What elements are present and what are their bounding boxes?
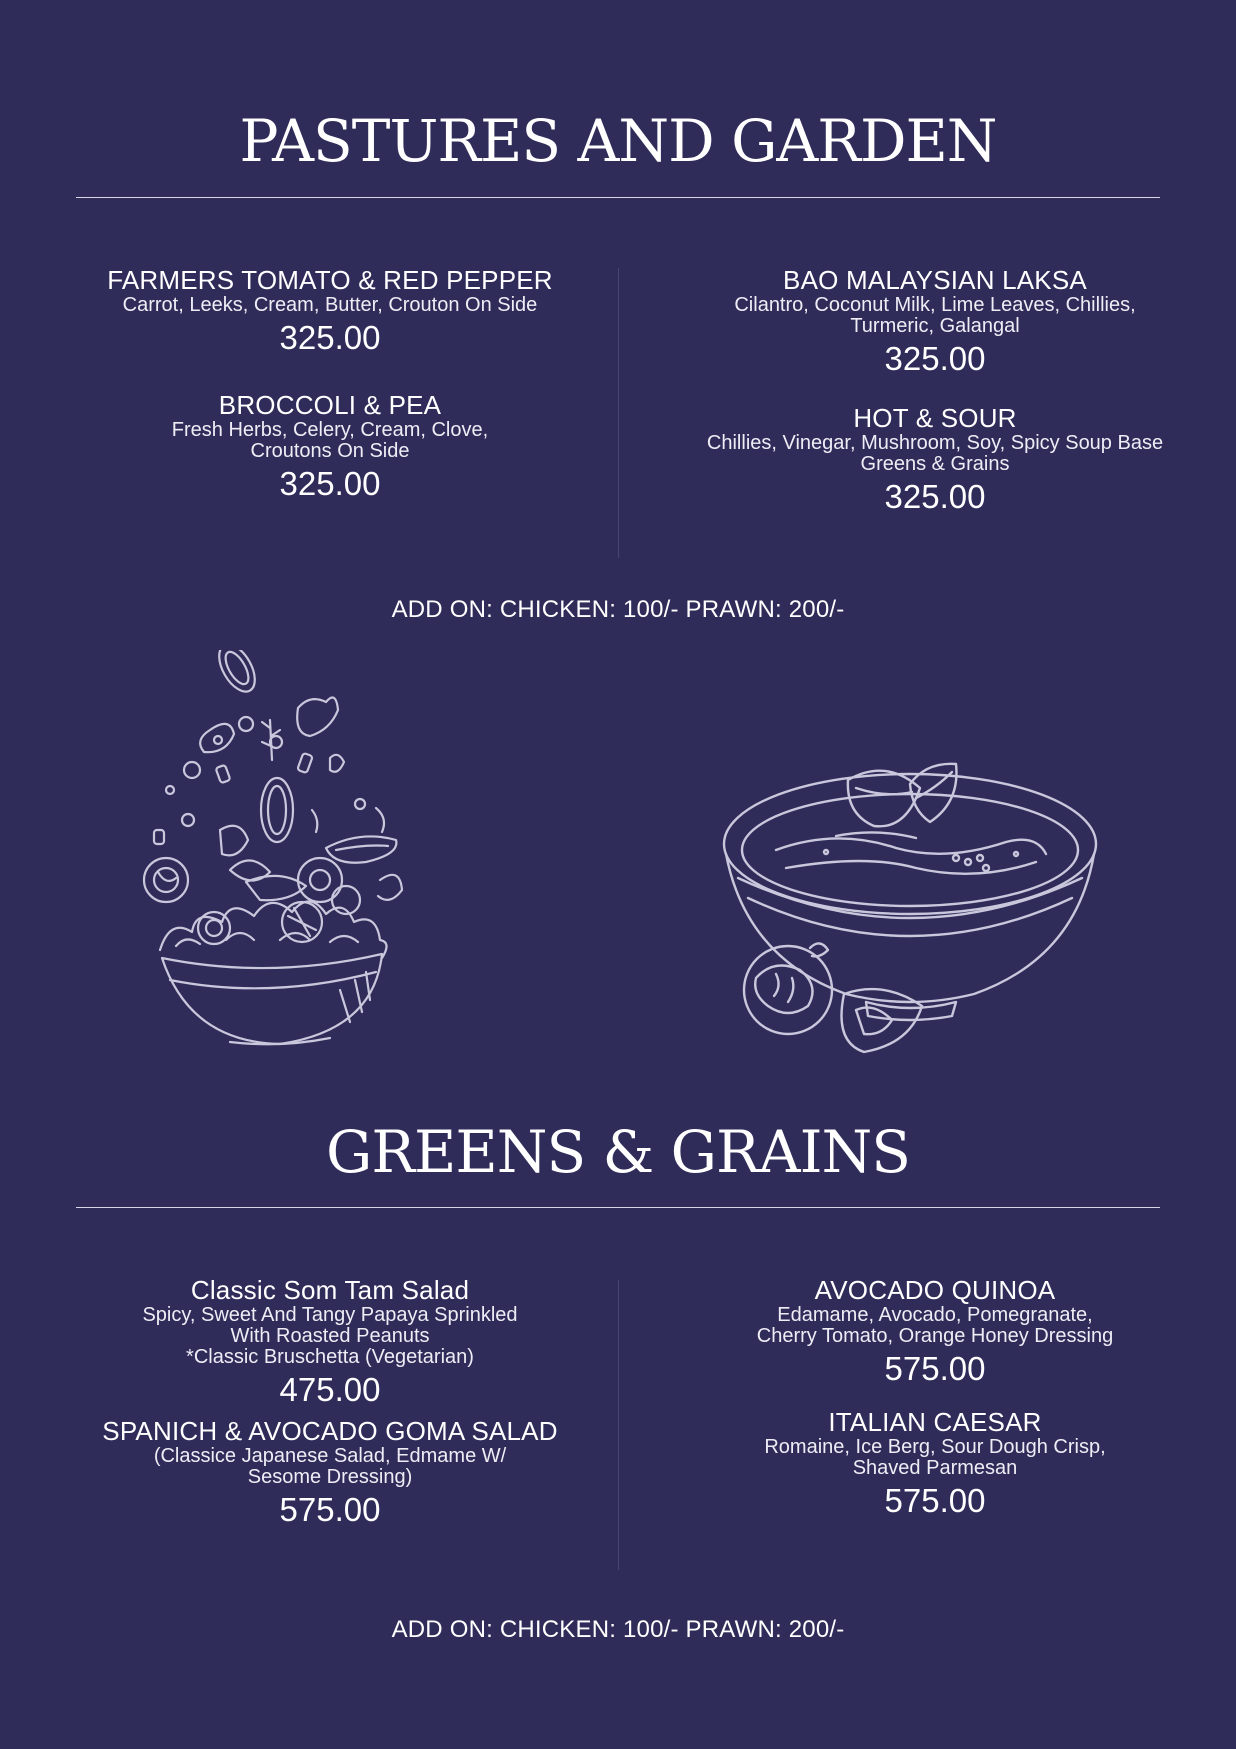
menu-item (60, 1416, 600, 1530)
item-name: Classic Som Tam Salad (190, 1275, 470, 1305)
soup-bowl-icon (716, 758, 1100, 1058)
item-name: AVOCADO QUINOA (814, 1275, 1056, 1305)
menu-item (660, 1407, 1210, 1521)
section-title-greens: GREENS & GRAINS (326, 1118, 910, 1186)
item-description: Carrot, Leeks, Cream, Butter, Crouton On Side (122, 294, 538, 316)
item-name: BROCCOLI & PEA (218, 390, 442, 420)
item-description: Cilantro, Coconut Milk, Lime Leaves, Chillies, Turmeric, Galangal (734, 294, 1136, 337)
item-name: BAO MALAYSIAN LAKSA (783, 265, 1087, 295)
item-price: 325.00 (884, 478, 986, 515)
menu-item (660, 403, 1210, 517)
section-divider (76, 197, 1160, 198)
item-name: SPANICH & AVOCADO GOMA SALAD (102, 1416, 558, 1446)
item-price: 325.00 (279, 319, 381, 356)
menu-column-left (60, 1275, 600, 1530)
menu-item (60, 390, 600, 504)
menu-item (60, 1275, 600, 1410)
item-description: Romaine, Ice Berg, Sour Dough Crisp, Shaved Parmesan (764, 1436, 1106, 1479)
menu-item (660, 265, 1210, 379)
menu-column-right (660, 265, 1210, 517)
item-description: Fresh Herbs, Celery, Cream, Clove, Croutons On Side (171, 419, 489, 462)
menu-item (660, 1275, 1210, 1389)
item-description: Spicy, Sweet And Tangy Papaya Sprinkled With Roasted Peanuts *Classic Bruschetta (Vegetarian) (142, 1304, 518, 1368)
item-name: FARMERS TOMATO & RED PEPPER (107, 265, 553, 295)
item-price: 575.00 (884, 1482, 986, 1519)
item-description: (Classice Japanese Salad, Edmame W/ Sesome Dressing) (153, 1445, 507, 1488)
item-name: HOT & SOUR (853, 403, 1017, 433)
item-description: Chillies, Vinegar, Mushroom, Soy, Spicy Soup Base Greens & Grains (706, 432, 1164, 475)
item-description: Edamame, Avocado, Pomegranate, Cherry Tomato, Orange Honey Dressing (756, 1304, 1114, 1347)
column-divider (618, 268, 619, 558)
item-name: ITALIAN CAESAR (828, 1407, 1042, 1437)
section-divider (76, 1207, 1160, 1208)
add-on-note: ADD ON: CHICKEN: 100/- PRAWN: 200/- (391, 1616, 845, 1643)
item-price: 575.00 (279, 1491, 381, 1528)
menu-item (60, 265, 600, 358)
item-price: 575.00 (884, 1350, 986, 1387)
section-title-pastures: PASTURES AND GARDEN (239, 107, 997, 175)
add-on-note: ADD ON: CHICKEN: 100/- PRAWN: 200/- (391, 596, 845, 623)
column-divider (618, 1280, 619, 1570)
item-price: 325.00 (884, 340, 986, 377)
menu-column-left (60, 265, 600, 504)
salad-bowl-icon (130, 650, 420, 1050)
menu-column-right (660, 1275, 1210, 1521)
item-price: 325.00 (279, 465, 381, 502)
item-price: 475.00 (279, 1371, 381, 1408)
